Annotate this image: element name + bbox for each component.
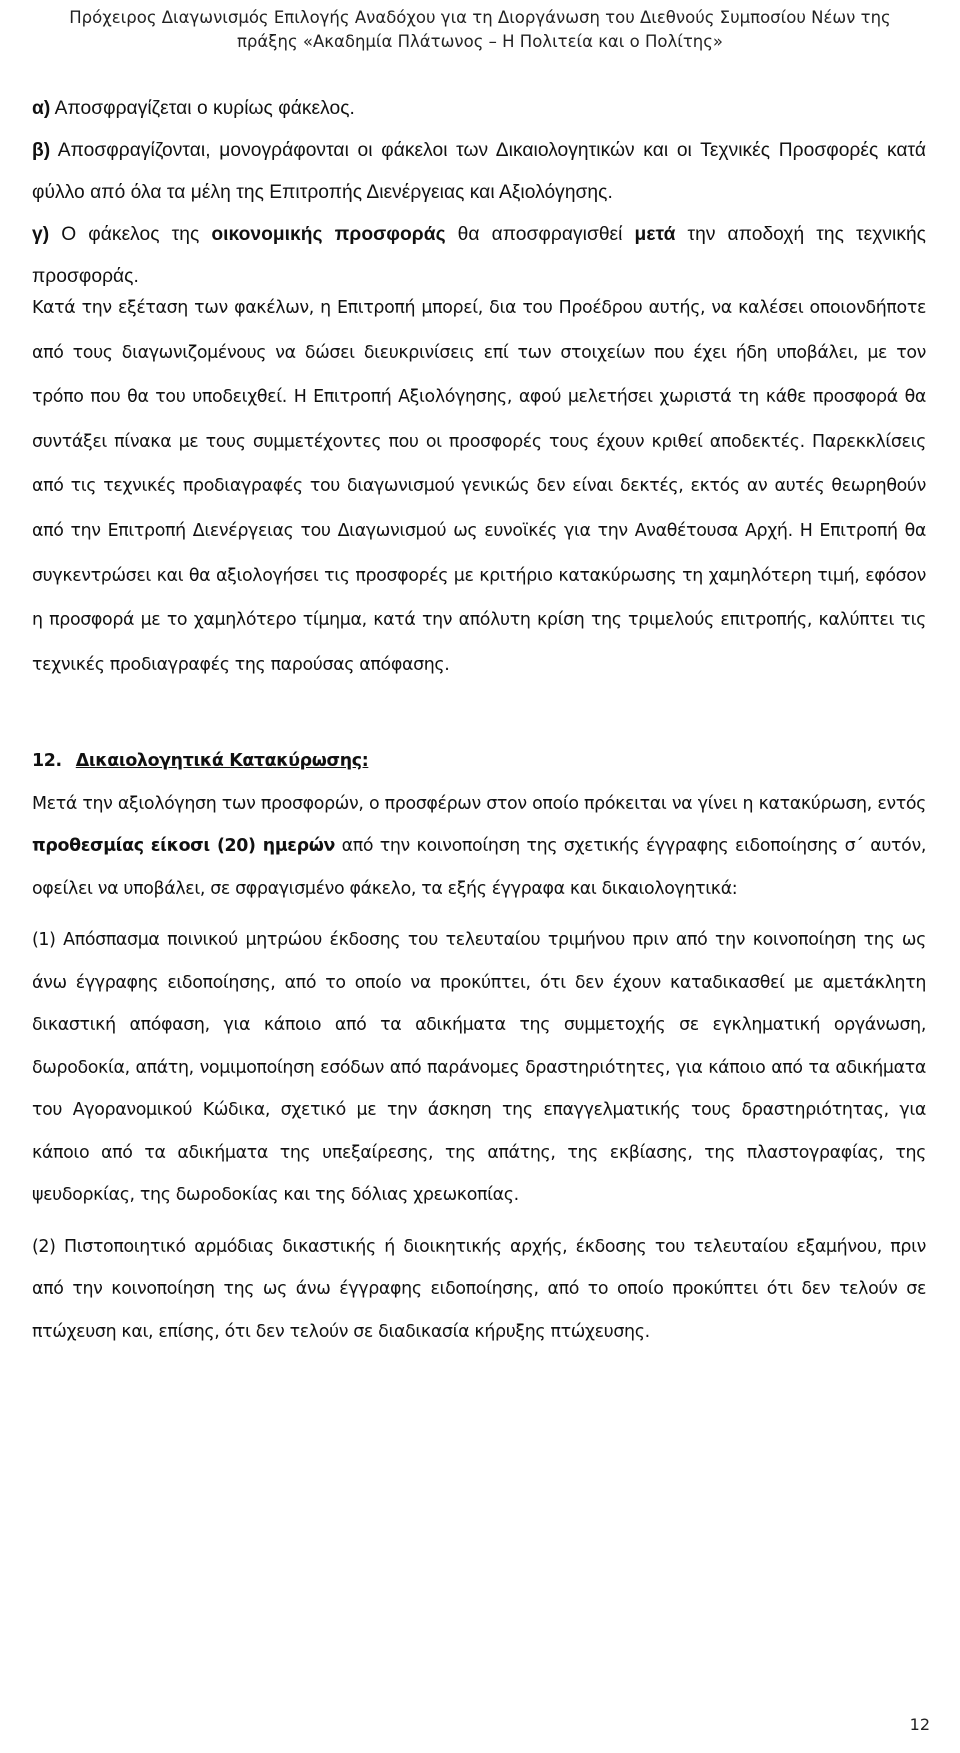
section-12	[32, 740, 926, 1353]
section-number: 12.	[32, 751, 62, 771]
list-text-c-2: θα αποσφραγισθεί	[445, 224, 635, 245]
list-item-b	[32, 130, 926, 214]
section-intro-text-2: από την κοινοποίηση της σχετικής έγγραφης ειδοποίησης σ΄ αυτόν, οφείλει να υποβάλει, σε σφραγισμένο φάκελο, τα εξής έγγραφα και δικαιολογητικά:	[32, 836, 926, 899]
list-label-c: γ)	[32, 224, 50, 245]
list-text-a: Αποσφραγίζεται ο κυρίως φάκελος.	[50, 98, 355, 119]
spacer	[32, 910, 926, 919]
list-label-a: α)	[32, 98, 51, 119]
section-intro	[32, 783, 926, 911]
requirement-item-2: (2) Πιστοποιητικό αρμόδιας δικαστικής ή διοικητικής αρχής, έκδοσης του τελευταίου εξαμήνου, πριν από την κοινοποίηση της ως άνω έγγραφης ειδοποίησης, από το οποίο προκύπτει ότι δεν τελούν σε πτώχευση και, επίσης, ότι δεν τελούν σε διαδικασία κήρυξης πτώχευσης.	[32, 1236, 926, 1342]
list-text-c-1: Ο φάκελος της	[49, 224, 212, 245]
list-bold-c-1: οικονομικής προσφοράς	[211, 224, 446, 245]
list-text-b: Αποσφραγίζονται, μονογράφονται οι φάκελοι των Δικαιολογητικών και οι Τεχνικές Προσφορές κατά φύλλο από όλα τα μέλη της Επιτροπής Διενέργειας και Αξιολόγησης.	[32, 140, 926, 203]
evaluation-paragraph	[32, 286, 926, 687]
section-intro-text-1: Μετά την αξιολόγηση των προσφορών, ο προσφέρων στον οποίο πρόκειται να γίνει η κατακύρωση, εντός	[32, 793, 926, 814]
header-line-1: Πρόχειρος Διαγωνισμός Επιλογής Αναδόχου για τη Διοργάνωση του Διεθνούς Συμποσίου Νέων της	[69, 8, 891, 27]
section-intro-bold: προθεσμίας είκοσι (20) ημερών	[32, 836, 335, 856]
list-bold-c-2: μετά	[634, 224, 676, 245]
spacer	[32, 1217, 926, 1226]
list-item-a	[32, 88, 926, 130]
list-label-b: β)	[32, 140, 51, 161]
evaluation-paragraph-text: Κατά την εξέταση των φακέλων, η Επιτροπή μπορεί, δια του Προέδρου αυτής, να καλέσει οποιονδήποτε από τους διαγωνιζομένους να δώσει διευκρινίσεις επί των στοιχείων που έχει ήδη υποβάλει, με τον τρόπο που θα του υποδειχθεί. Η Επιτροπή Αξιολόγησης, αφού μελετήσει χωριστά τη κάθε προσφορά θα συντάξει πίνακα με τους συμμετέχοντες που οι προσφορές τους έχουν κριθεί αποδεκτές. Παρεκκλίσεις από τις τεχνικές προδιαγραφές του διαγωνισμού γενικώς δεν είναι δεκτές, εκτός αν αυτές θεωρηθούν από την Επιτροπή Διενέργειας του Διαγωνισμού ως ευνοϊκές για την Αναθέτουσα Αρχή. Η Επιτροπή θα συγκεντρώσει και θα αξιολογήσει τις προσφορές με κριτήριο κατακύρωσης τη χαμηλότερη τιμή, εφόσον η προσφορά με το χαμηλότερο τίμημα, κατά την απόλυτη κρίση της τριμελούς επιτροπής, καλύπτει τις τεχνικές προδιαγραφές της παρούσας απόφασης.	[32, 298, 926, 675]
opening-procedure-list	[32, 88, 926, 298]
requirement-item-1: (1) Απόσπασμα ποινικού μητρώου έκδοσης του τελευταίου τριμήνου πριν από την κοινοποίηση της ως άνω έγγραφης ειδοποίησης, από το οποίο να προκύπτει, ότι δεν έχουν καταδικασθεί με αμετάκλητη δικαστική απόφαση, για κάποιο από τα αδικήματα της συμμετοχής σε εγκληματική οργάνωση, δωροδοκία, απάτη, νομιμοποίηση εσόδων από παράνομες δραστηριότητες, για κάποιο από τα αδικήματα του Αγορανομικού Κώδικα, σχετικό με την άσκηση της επαγγελματικής τους δραστηριότητας, για κάποιο από τα αδικήματα της υπεξαίρεσης, της απάτης, της εκβίασης, της πλαστογραφίας, της ψευδορκίας, της δωροδοκίας και της δόλιας χρεωκοπίας.	[32, 930, 926, 1205]
list-text-c-3: την αποδοχή της τεχνικής προσφοράς.	[32, 224, 926, 287]
page-header	[0, 6, 960, 54]
section-title: Δικαιολογητικά Κατακύρωσης:	[75, 751, 369, 771]
section-heading	[32, 740, 926, 783]
header-line-2: πράξης «Ακαδημία Πλάτωνος – Η Πολιτεία και ο Πολίτης»	[237, 32, 723, 51]
page-number: 12	[909, 1715, 930, 1734]
